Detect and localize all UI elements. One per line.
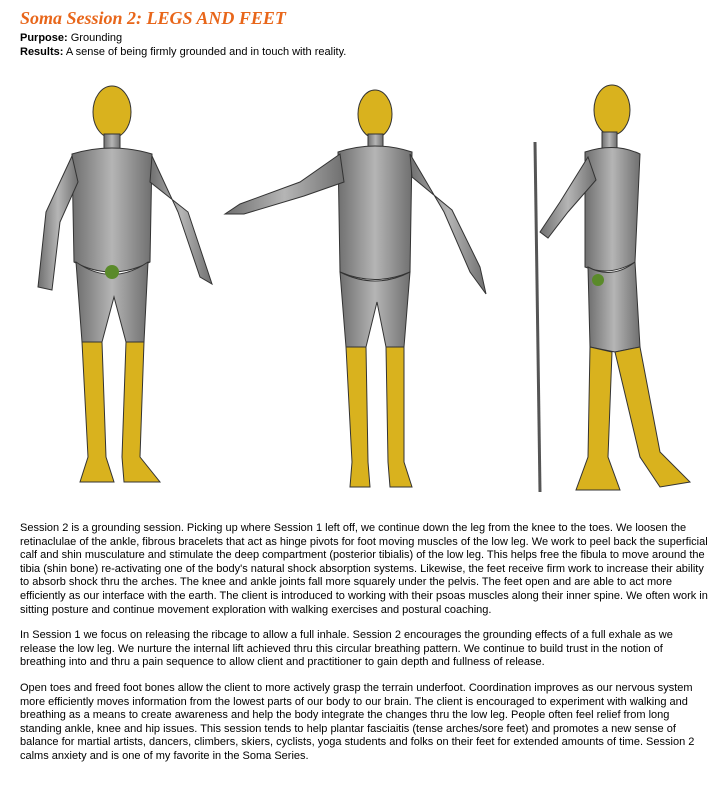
back-leg-highlight <box>615 347 690 487</box>
right-leg-highlight <box>386 347 412 487</box>
purpose-label: Purpose: <box>20 32 68 44</box>
paragraph-1: Session 2 is a grounding session. Picking up where Session 1 left off, we continue down the leg from the knee to the toes. We loosen the retinaclulae of the ankle, fibrous bracelets that act as hinge pivots for foot moving muscles of the low leg. We work to peel back the superficial calf and shin musculature and stimulate the deep compartment (posterior tibialis) of the low leg. This helps free the fibula to move around the tibia (shin bone) re-activating one of the body's natural shock absorption systems. Likewise, the feet receive firm work to increase their ability to absorb shock thru the arches. The knee and ankle joints fall more squarely under the pelvis. The feet open and are able to act more efficiently as our interface with the earth. The client is introduced to working with their psoas muscles along their inner spine. We often work in sitting posture and continue movement exploration with walking exercises and postural coaching. <box>20 522 708 616</box>
session-description <box>20 522 710 776</box>
head-highlight <box>358 90 392 138</box>
pelvis-highlight <box>592 274 604 286</box>
head-highlight <box>594 85 630 135</box>
page-title: Soma Session 2: LEGS AND FEET <box>20 8 286 28</box>
head-highlight <box>93 86 131 138</box>
results-label: Results: <box>20 46 64 58</box>
results-line <box>20 46 346 59</box>
figure-side-view <box>535 85 690 492</box>
paragraph-2: In Session 1 we focus on releasing the ribcage to allow a full inhale. Session 2 encourages the grounding effects of a full exhale as we release the low leg. We nurture the internal lift achieved thru this circular breathing pattern. We continue to build trust in the notion of breathing into and thru a pain sequence to allow client and practitioner to gain depth and fullness of release. <box>20 629 673 669</box>
staff <box>535 142 540 492</box>
left-leg-highlight <box>80 342 114 482</box>
figure-front-view <box>38 86 212 482</box>
anatomy-illustration <box>0 62 719 512</box>
right-leg-highlight <box>122 342 160 482</box>
results-value: A sense of being firmly grounded and in touch with reality. <box>65 46 347 58</box>
figure-back-view <box>225 90 486 487</box>
left-leg-highlight <box>346 347 370 487</box>
paragraph-3: Open toes and freed foot bones allow the client to more actively grasp the terrain underfoot. Coordination improves as our nervous system more efficiently moves information from the lowest parts of our body to our brain. The client is encouraged to experiment with walking and breathing as a means to create awareness and help the body integrate the changes thru the low leg. People often feel relief from long standing ankle, knee and hip issues. This session tends to help plantar fasciaitis (tense arches/sore feet) and promotes a new sense of balance for martial artists, dancers, climbers, skiers, cyclists, yoga students and folks on their feet for extended amounts of time. Session 2 calms anxiety and is one of my favorite in the Soma Series. <box>20 681 695 762</box>
pelvis-highlight <box>105 265 119 279</box>
purpose-value: Grounding <box>70 32 123 44</box>
purpose-line <box>20 32 122 45</box>
front-leg-highlight <box>576 347 620 490</box>
